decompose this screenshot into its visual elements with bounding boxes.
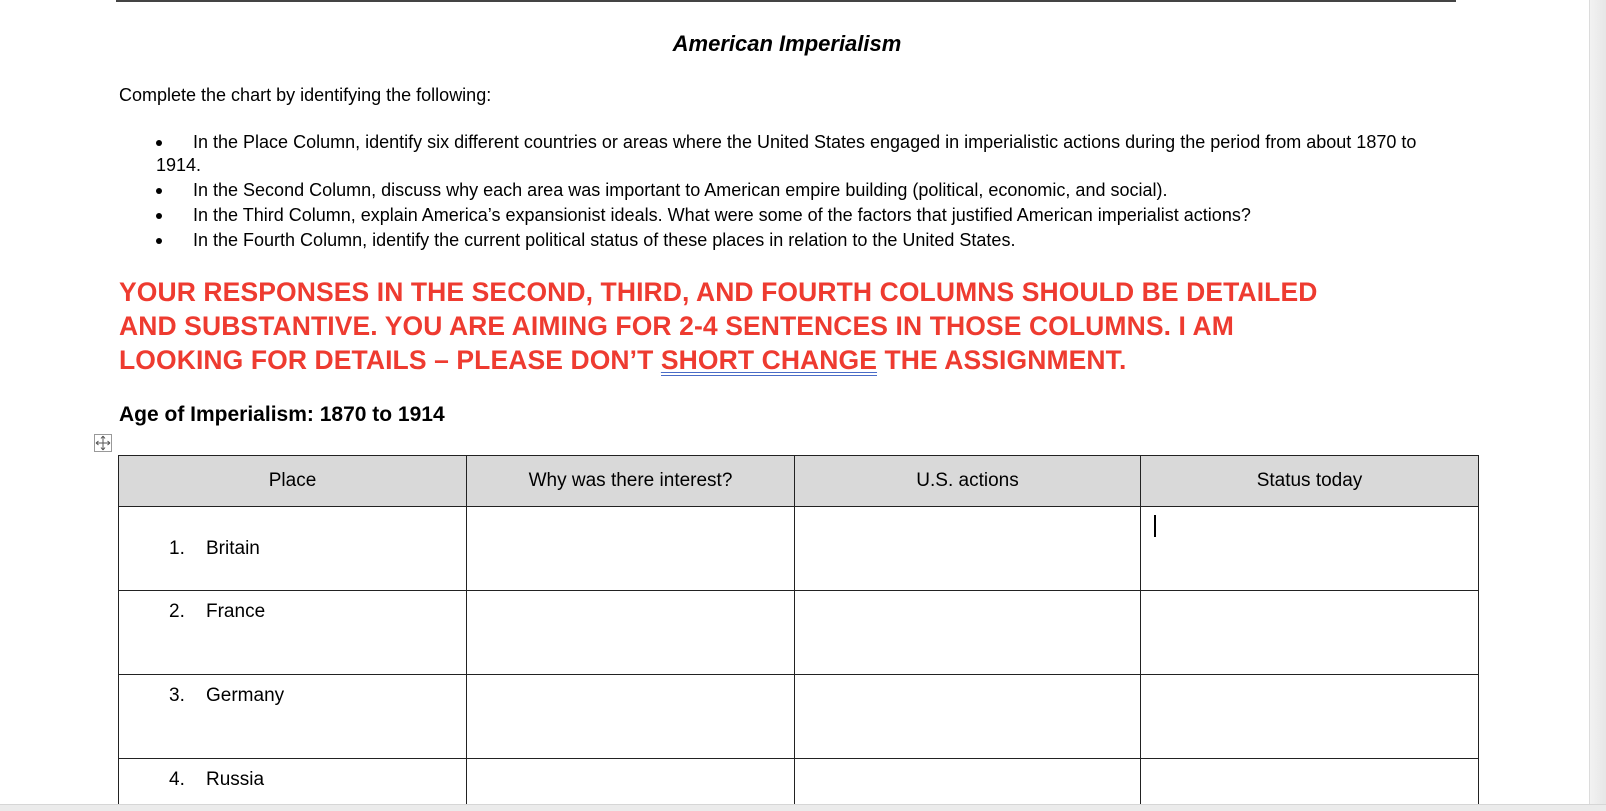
place-cell[interactable] xyxy=(119,507,467,591)
actions-cell[interactable] xyxy=(795,675,1141,759)
instruction-item[interactable]: In the Second Column, discuss why each area was important to American empire building (political, economic, and social). xyxy=(156,179,1466,202)
instruction-item[interactable]: In the Place Column, identify six different countries or areas where the United States engaged in imperialistic actions during the period from about 1870 to 1914. xyxy=(156,132,1417,175)
place-name: Germany xyxy=(206,685,285,706)
table-row xyxy=(119,759,1479,805)
header-place[interactable]: Place xyxy=(119,456,467,507)
underlined-phrase: SHORT CHANGE xyxy=(660,345,878,375)
row-number: 1. xyxy=(169,538,185,559)
warning-notice[interactable] xyxy=(119,275,1539,377)
table-heading[interactable]: Age of Imperialism: 1870 to 1914 xyxy=(119,403,445,426)
interest-cell[interactable] xyxy=(467,675,795,759)
interest-cell[interactable] xyxy=(467,507,795,591)
warning-line-2: AND SUBSTANTIVE. YOU ARE AIMING FOR 2-4 SENTENCES IN THOSE COLUMNS. I AM xyxy=(119,311,1234,341)
instruction-item[interactable]: In the Fourth Column, identify the current political status of these places in relation to the United States. xyxy=(156,229,1466,252)
warning-line-3: LOOKING FOR DETAILS – PLEASE DON’T SHORT CHANGE THE ASSIGNMENT. xyxy=(119,345,1127,375)
bullet-icon xyxy=(156,213,162,219)
status-cell[interactable] xyxy=(1141,675,1479,759)
place-name: France xyxy=(206,601,266,622)
move-icon[interactable] xyxy=(94,434,112,452)
bullet-icon xyxy=(156,188,162,194)
row-number: 3. xyxy=(169,685,185,706)
interest-cell[interactable] xyxy=(467,759,795,805)
table-header-row xyxy=(119,456,1479,507)
row-number: 4. xyxy=(169,769,185,790)
instruction-item[interactable]: In the Third Column, explain America’s expansionist ideals. What were some of the factors that justified American imperialist actions? xyxy=(156,204,1466,227)
place-name: Russia xyxy=(206,769,265,790)
place-cell[interactable] xyxy=(119,675,467,759)
status-cell[interactable] xyxy=(1141,507,1479,591)
place-cell[interactable] xyxy=(119,759,467,805)
imperialism-table xyxy=(118,455,1479,804)
header-interest[interactable]: Why was there interest? xyxy=(467,456,795,507)
table-row xyxy=(119,675,1479,759)
bullet-icon xyxy=(156,140,162,146)
page-edge xyxy=(1589,0,1606,804)
table-row xyxy=(119,591,1479,675)
text-cursor xyxy=(1154,515,1156,537)
interest-cell[interactable] xyxy=(467,591,795,675)
page-top-rule xyxy=(116,0,1456,2)
document-title[interactable]: American Imperialism xyxy=(672,31,902,56)
row-number: 2. xyxy=(169,601,185,622)
status-cell[interactable] xyxy=(1141,759,1479,805)
header-status[interactable]: Status today xyxy=(1141,456,1479,507)
actions-cell[interactable] xyxy=(795,591,1141,675)
header-actions[interactable]: U.S. actions xyxy=(795,456,1141,507)
status-cell[interactable] xyxy=(1141,591,1479,675)
intro-text[interactable]: Complete the chart by identifying the following: xyxy=(119,85,492,105)
warning-line-1: YOUR RESPONSES IN THE SECOND, THIRD, AND FOURTH COLUMNS SHOULD BE DETAILED xyxy=(119,277,1318,307)
instruction-list xyxy=(156,131,1466,254)
actions-cell[interactable] xyxy=(795,759,1141,805)
table-row xyxy=(119,507,1479,591)
place-name: Britain xyxy=(206,538,260,559)
place-cell[interactable] xyxy=(119,591,467,675)
actions-cell[interactable] xyxy=(795,507,1141,591)
bullet-icon xyxy=(156,238,162,244)
